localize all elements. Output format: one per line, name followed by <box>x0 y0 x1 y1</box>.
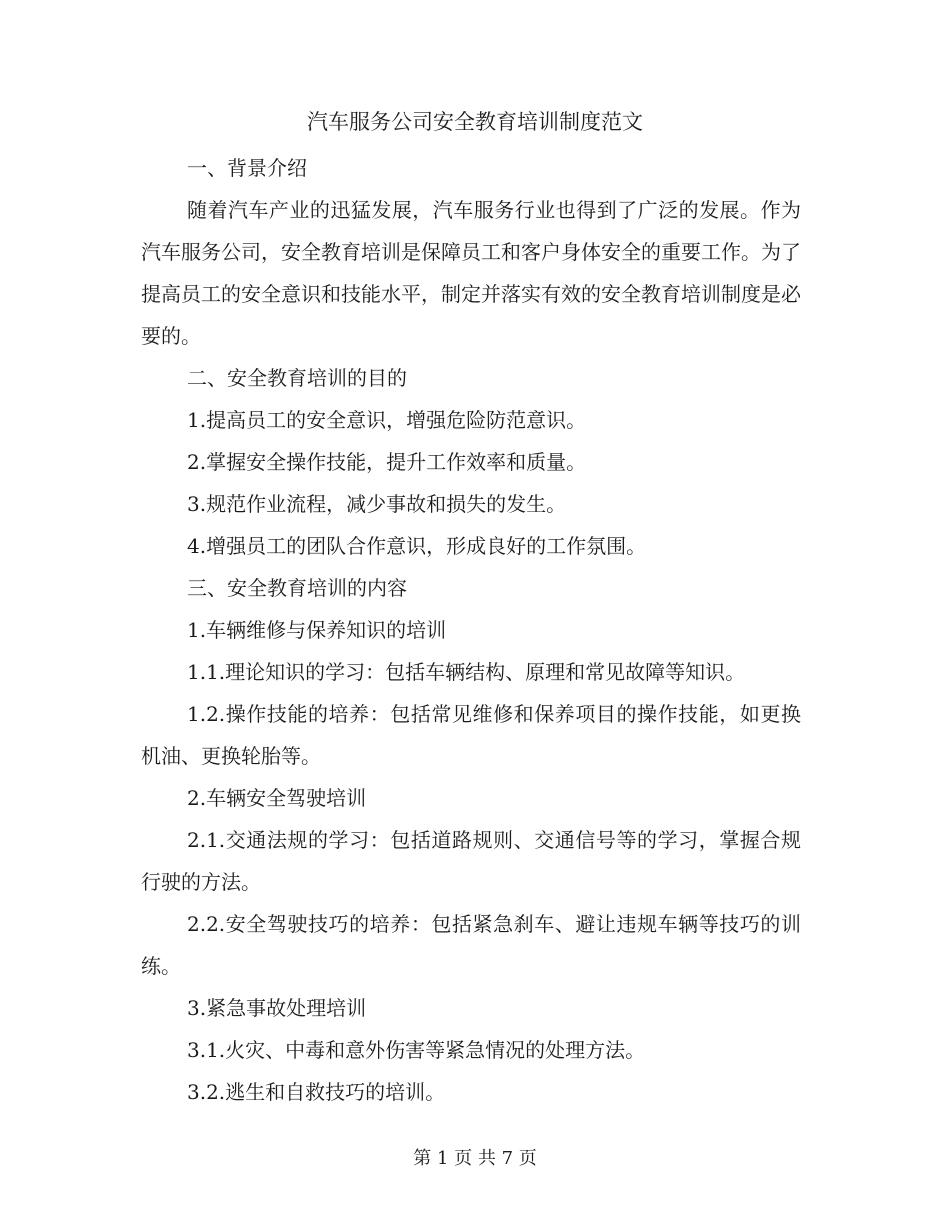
document-body <box>141 147 801 1113</box>
list-item-purpose-3: 3.规范作业流程，减少事故和损失的发生。 <box>187 492 567 516</box>
list-item-2-2: 2.2.安全驾驶技巧的培养：包括紧急刹车、避让违规车辆等技巧的训练。 <box>141 912 801 978</box>
list-item-purpose-1: 1.提高员工的安全意识，增强危险防范意识。 <box>187 408 587 432</box>
section-heading-purpose: 二、安全教育培训的目的 <box>187 366 407 390</box>
list-item-2-1: 2.1.交通法规的学习：包括道路规则、交通信号等的学习，掌握合规行驶的方法。 <box>141 828 801 894</box>
subsection-heading-3: 3.紧急事故处理培训 <box>187 996 367 1020</box>
list-item-purpose-4: 4.增强员工的团队合作意识，形成良好的工作氛围。 <box>187 534 647 558</box>
list-item-purpose-2: 2.掌握安全操作技能，提升工作效率和质量。 <box>187 450 587 474</box>
subsection-heading-1: 1.车辆维修与保养知识的培训 <box>187 618 447 642</box>
paragraph-background: 随着汽车产业的迅猛发展，汽车服务行业也得到了广泛的发展。作为汽车服务公司，安全教育培训是保障员工和客户身体安全的重要工作。为了提高员工的安全意识和技能水平，制定并落实有效的安全教育培训制度是必要的。 <box>141 198 801 348</box>
page-footer: 第 1 页 共 7 页 <box>413 1148 537 1169</box>
section-heading-content: 三、安全教育培训的内容 <box>187 576 407 600</box>
list-item-1-2: 1.2.操作技能的培养：包括常见维修和保养项目的操作技能，如更换机油、更换轮胎等。 <box>141 702 801 768</box>
list-item-1-1: 1.1.理论知识的学习：包括车辆结构、原理和常见故障等知识。 <box>187 660 746 684</box>
list-item-3-2: 3.2.逃生和自救技巧的培训。 <box>187 1080 446 1104</box>
subsection-heading-2: 2.车辆安全驾驶培训 <box>187 786 367 810</box>
list-item-3-1: 3.1.火灾、中毒和意外伤害等紧急情况的处理方法。 <box>187 1038 646 1062</box>
document-title: 汽车服务公司安全教育培训制度范文 <box>307 110 643 134</box>
section-heading-background: 一、背景介绍 <box>187 156 307 180</box>
